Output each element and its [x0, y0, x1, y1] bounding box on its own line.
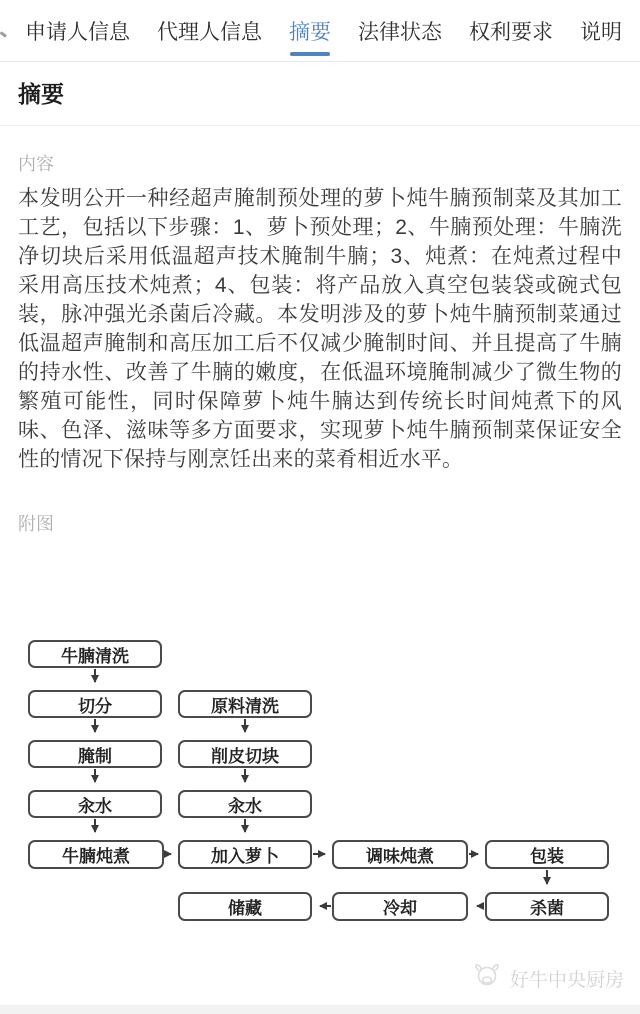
flow-node-brisket-wash: 牛腩清洗: [28, 640, 162, 668]
page-title: 摘要: [18, 81, 64, 107]
tab-legal-status[interactable]: 法律状态: [358, 20, 442, 44]
divider: [0, 125, 640, 126]
watermark: [472, 962, 624, 994]
flow-node-blanch-left: 汆水: [28, 790, 162, 818]
flow-node-material-wash: 原料清洗: [178, 690, 312, 718]
flow-node-peel-dice: 削皮切块: [178, 740, 312, 768]
tab-bar: [0, 0, 640, 62]
abstract-text: 本发明公开一种经超声腌制预处理的萝卜炖牛腩预制菜及其加工工艺，包括以下步骤：1、萝卜预处理；2、牛腩预处理：牛腩洗净切块后采用低温超声技术腌制牛腩；3、炖煮：在炖煮过程中采用高压技术炖煮；4、包装：将产品放入真空包装袋或碗式包装，脉冲强光杀菌后冷藏。本发明涉及的萝卜炖牛腩预制菜通过低温超声腌制和高压加工后不仅减少腌制时间、并且提高了牛腩的持水性、改善了牛腩的嫩度，在低温环境腌制减少了微生物的繁殖可能性，同时保障萝卜炖牛腩达到传统长时间炖煮下的风味、色泽、滋味等多方面要求，实现萝卜炖牛腩预制菜保证安全性的情况下保持与刚烹饪出来的菜肴相近水平。: [18, 187, 622, 471]
flow-node-sterilize: 杀菌: [485, 892, 609, 921]
flow-node-brisket-stew: 牛腩炖煮: [28, 840, 164, 869]
flow-node-package: 包装: [485, 840, 609, 869]
flow-node-marinate: 腌制: [28, 740, 162, 768]
process-flowchart: [0, 618, 640, 940]
content-label: 内容: [18, 154, 54, 174]
cow-icon: [472, 962, 502, 994]
tab-claims[interactable]: 权利要求: [469, 20, 553, 44]
clipped-tab-fragment: [0, 31, 7, 37]
flow-node-season-stew: 调味炖煮: [332, 840, 468, 869]
tab-applicant-info[interactable]: 申请人信息: [25, 20, 130, 44]
flow-node-cooling: 冷却: [332, 892, 468, 921]
flow-node-storage: 储藏: [178, 892, 312, 921]
tab-agent-info[interactable]: 代理人信息: [157, 20, 262, 44]
bottom-strip: [0, 1005, 640, 1014]
watermark-text: 好牛中央厨房: [509, 969, 624, 991]
flow-node-add-radish: 加入萝卜: [178, 840, 312, 869]
flow-node-cut: 切分: [28, 690, 162, 718]
abstract-section: [0, 76, 640, 940]
tab-description[interactable]: 说明: [580, 20, 622, 44]
tab-abstract[interactable]: 摘要: [289, 16, 331, 46]
flow-node-blanch-right: 汆水: [178, 790, 312, 818]
figure-label: 附图: [18, 514, 54, 534]
